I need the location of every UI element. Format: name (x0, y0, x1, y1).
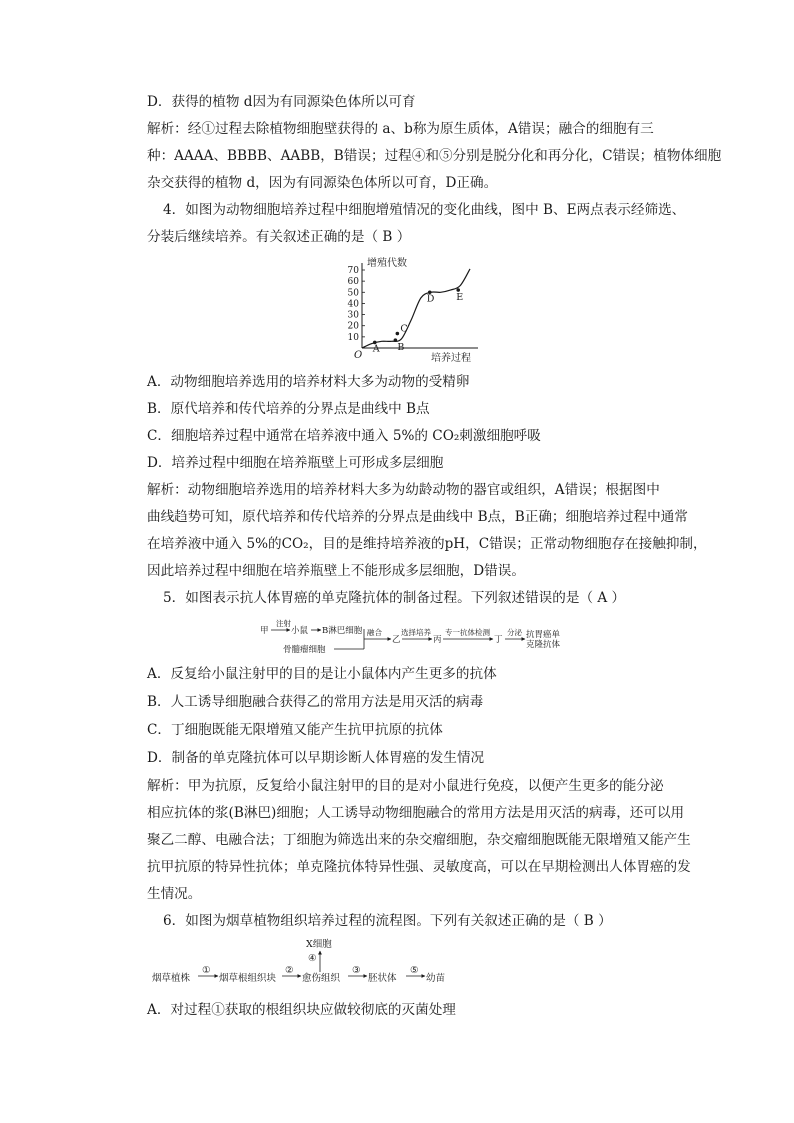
chart-y-tick-label: 30 (347, 310, 359, 321)
tissue-culture-flow-diagram (148, 936, 478, 986)
q5-option-b: B．人工诱导细胞融合获得乙的常用方法是用灭活的病毒 (147, 694, 484, 710)
q4-option-c: C．细胞培养过程中通常在培养液中通入 5%的 CO₂刺激细胞呼吸 (147, 428, 541, 444)
flow-s3: 愈伤组织 (302, 973, 341, 984)
q4-explanation-line-2: 曲线趋势可知，原代培养和传代培养的分界点是曲线中 B点，B正确；细胞培养过程中通常 (147, 509, 688, 525)
q4-explanation-line-3: 在培养液中通入 5%的CO₂，目的是维持培养液的pH，C错误；正常动物细胞存在接触抑制， (147, 536, 707, 552)
q5-explanation-line-3: 聚乙二醇、电融合法；丁细胞为筛选出来的杂交瘤细胞，杂交瘤细胞既能无限增殖又能产生 (147, 832, 691, 848)
q4-explanation-line-1: 解析：动物细胞培养选用的培养材料大多为幼龄动物的器官或组织，A错误；根据图中 (147, 482, 660, 498)
chart-point-label-C: C (400, 323, 408, 335)
flow-inject-label: 注射 (276, 619, 291, 628)
q3-explanation-line-3: 杂交获得的植物 d，因为有同源染色体所以可育，D正确。 (147, 175, 498, 191)
flow-step4-label: ④ (308, 953, 317, 964)
q5-option-d: D．制备的单克隆抗体可以早期诊断人体胃癌的发生情况 (147, 750, 485, 766)
chart-ylabel: 增殖代数 (367, 258, 407, 269)
chart-xlabel: 培养过程 (431, 353, 471, 364)
q4-option-d: D．培养过程中细胞在培养瓶壁上可形成多层细胞 (147, 455, 444, 471)
flow-yi: 乙 (392, 635, 401, 645)
flow-s5: 幼苗 (426, 973, 446, 984)
chart-y-tick-label: 60 (347, 277, 359, 288)
chart-y-tick-label: 20 (347, 321, 359, 332)
q4-explanation-line-4: 因此培养过程中细胞在培养瓶壁上不能形成多层细胞，D错误。 (147, 563, 525, 579)
chart-point-label-D: D (426, 293, 435, 305)
flow-select-label: 选择培养 (401, 628, 431, 637)
q5-explanation-line-5: 生情况。 (147, 886, 202, 902)
flow-a3-label: ③ (352, 965, 361, 976)
chart-y-tick-label: 40 (347, 299, 359, 310)
q6-stem: 6．如图为烟草植物组织培养过程的流程图。下列有关叙述正确的是（ B ） (163, 913, 612, 929)
flow-s4: 胚状体 (368, 973, 397, 984)
flow-product-2: 克隆抗体 (526, 640, 561, 650)
q5-explanation-line-4: 抗甲抗原的特异性抗体；单克隆抗体特异性强、灵敏度高，可以在早期检测出人体胃癌的发 (147, 859, 691, 875)
q6-option-a: A．对过程①获取的根组织块应做较彻底的灭菌处理 (147, 1002, 456, 1018)
flow-bcell: B淋巴细胞 (322, 626, 363, 636)
chart-point-label-E: E (456, 292, 464, 304)
chart-y-tick-label: 50 (347, 288, 359, 299)
chart-origin: O (354, 350, 363, 361)
flow-bing: 丙 (433, 635, 442, 645)
q4-option-a: A．动物细胞培养选用的培养材料大多为动物的受精卵 (147, 374, 470, 390)
q3-explanation-line-2: 种：AAAA、BBBB、AABB，B错误；过程④和⑤分别是脱分化和再分化，C错误；植物体细胞 (147, 148, 722, 164)
flow-a2-label: ② (285, 965, 294, 976)
chart-point-label-B: B (397, 342, 405, 354)
flow-a1-label: ① (202, 965, 211, 976)
chart-y-tick-label: 10 (347, 332, 359, 343)
flow-myeloma: 骨髓瘤细胞 (283, 645, 326, 655)
flow-s2: 烟草根组织块 (219, 973, 277, 984)
q3-explanation-line-1: 解析：经①过程去除植物细胞壁获得的 a、b称为原生质体，A错误；融合的细胞有三 (147, 121, 654, 137)
q4-stem-line-2: 分装后继续培养。有关叙述正确的是（ B ） (147, 229, 411, 245)
q4-stem-line-1: 4．如图为动物细胞培养过程中细胞增殖情况的变化曲线，图中 B、E两点表示经筛选、 (163, 202, 686, 218)
flow-detect-label: 专一抗体检测 (445, 628, 490, 637)
chart-y-tick-label: 70 (347, 266, 359, 276)
q5-explanation-line-2: 相应抗体的浆(B淋巴)细胞；人工诱导动物细胞融合的常用方法是用灭活的病毒，还可以用 (147, 805, 685, 821)
q5-option-c: C．丁细胞既能无限增殖又能产生抗甲抗原的抗体 (147, 722, 443, 738)
flow-ding: 丁 (494, 635, 503, 645)
cell-growth-chart (340, 255, 490, 367)
q5-explanation-line-1: 解析：甲为抗原，反复给小鼠注射甲的目的是对小鼠进行免疫，以便产生更多的能分泌 (147, 778, 664, 794)
q5-stem: 5．如图表示抗人体胃癌的单克隆抗体的制备过程。下列叙述错误的是（ A ） (163, 590, 626, 606)
flow-product-1: 抗胃癌单 (526, 630, 561, 640)
flow-jia: 甲 (260, 626, 269, 636)
flow-x-cell: X细胞 (306, 939, 332, 950)
growth-curve (362, 269, 470, 348)
chart-point-label-A: A (372, 343, 380, 355)
flow-mouse: 小鼠 (291, 626, 309, 636)
flow-fuse-label: 融合 (367, 628, 382, 637)
antibody-flow-diagram (258, 616, 568, 658)
flow-secrete-label: 分泌 (507, 628, 522, 637)
q3-option-d: D．获得的植物 d因为有同源染色体所以可育 (147, 94, 416, 110)
flow-a5-label: ⑤ (410, 965, 419, 976)
q5-option-a: A．反复给小鼠注射甲的目的是让小鼠体内产生更多的抗体 (147, 666, 497, 682)
chart-point-C (396, 332, 400, 336)
flow-s1: 烟草植株 (152, 973, 191, 984)
q4-option-b: B．原代培养和传代培养的分界点是曲线中 B点 (147, 401, 430, 417)
